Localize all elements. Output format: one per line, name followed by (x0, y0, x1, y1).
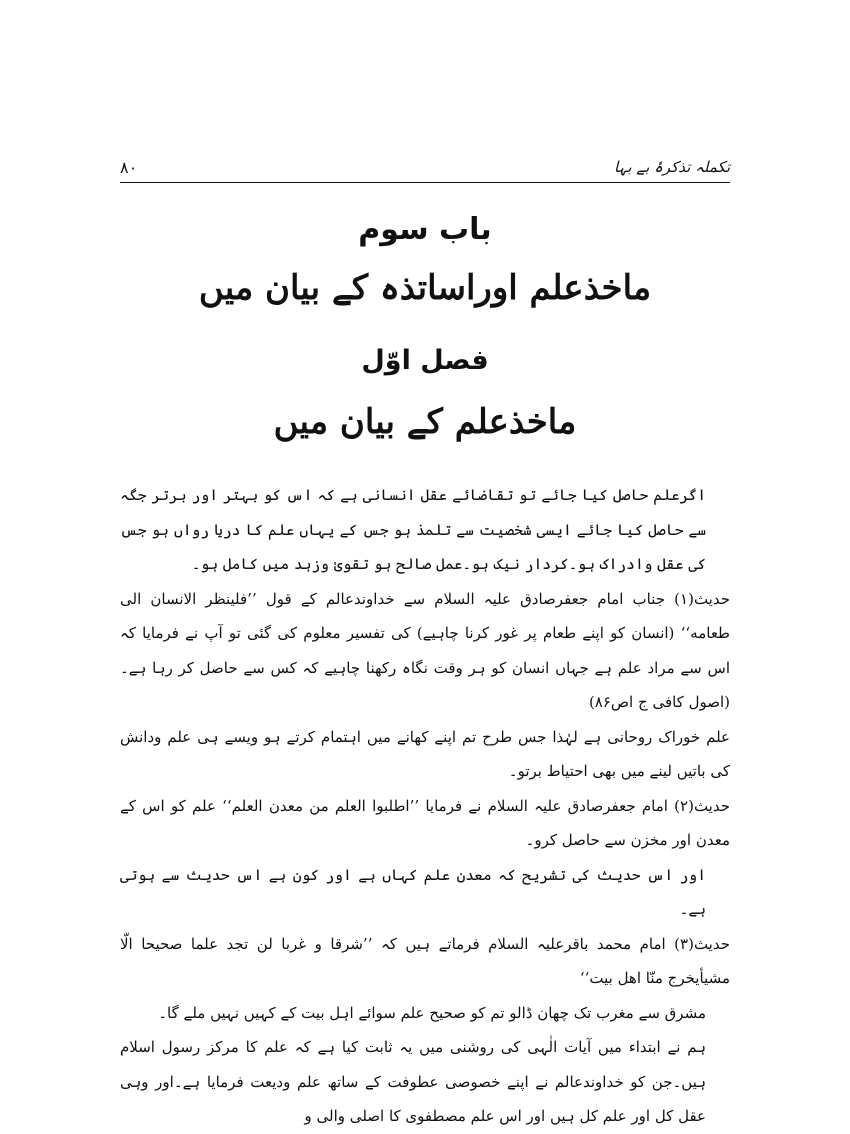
header-rule (120, 182, 730, 183)
chapter-heading: باب سوم (358, 212, 492, 247)
paragraph-hadith-2: حدیث(۲) امام جعفرصادق علیہ السلام نے فرمایا ’’اطلبوا العلم من معدن العلم‘‘ علم کو اس کے معدن اور مخزن سے حاصل کرو۔ (120, 796, 730, 849)
page-header (120, 158, 730, 184)
paragraph-commentary-2: اور اس حدیث کی تشریح کہ معدن علم کہاں ہے اور کون ہے اس حدیث سے ہوتی ہے۔ (120, 865, 706, 918)
paragraph-hadith-3: حدیث(۳) امام محمد باقرعلیہ السلام فرماتے ہیں کہ ’’شرقا و غربا لن تجد علما صحیحا الّا مشیأیخرج منّا اهل بیت‘‘ (120, 934, 730, 987)
section-subtitle: ماخذعلم کے بیان میں (273, 402, 577, 442)
chapter-headings (120, 205, 730, 455)
paragraph-commentary-1: علم خوراک روحانی ہے لہٰذا جس طرح تم اپنے کھانے میں اہتمام کرتے ہو ویسے ہی علم ودانش کی باتیں لینے میں بھی احتیاط برتو۔ (120, 727, 730, 780)
page-number: ۸۰ (120, 158, 138, 177)
section-heading: فصل اوّل (361, 345, 489, 376)
body-text (120, 478, 730, 1134)
paragraph-commentary-3: مشرق سے مغرب تک چھان ڈالو تم کو صحیح علم سوائے اہل بیت کے کہیں نہیں ملے گا۔ (158, 1003, 706, 1022)
paragraph-conclusion: ہم نے ابتداء میں آیات الٰہی کی روشنی میں یہ ثابت کیا ہے کہ علم کا مرکز رسول اسلام ہیں۔جن کو خداوندعالم نے اپنے خصوصی عطوفت کے ساتھ علم ودیعت فرمایا ہے۔اور وہی عقل کل اور علم کل ہیں اور اس علم مصطفوی کا اصلی والی و (120, 1038, 706, 1125)
chapter-subtitle: ماخذعلم اوراساتذہ کے بیان میں (198, 268, 652, 308)
paragraph-intro: اگرعلم حاصل کیا جائے تو تقاضائے عقل انسانی ہے کہ اس کو بہتر اور برتر جگہ سے حاصل کیا جائے ایسی شخصیت سے تلمذ ہو جس کے یہاں علم کا دریا رواں ہو جس کی عقل وادراک ہو۔کردار نیک ہو۔عمل صالح ہو تقویٰ وزہد میں کامل ہو۔ (120, 486, 706, 573)
paragraph-hadith-1: حدیث(۱) جناب امام جعفرصادق علیہ السلام سے خداوندعالم کے قول ’’فلینظر الانسان الی طعامه‘‘ (انسان کو اپنے طعام پر غور کرنا چاہیے) کی تفسیر معلوم کی گئی تو آپ نے فرمایا کہ اس سے مراد علم ہے جہاں انسان کو ہر وقت نگاہ رکھنا چاہیے کہ کس سے حاصل کر رہا ہے۔(اصول کافی ج اص۸۶) (120, 589, 730, 711)
running-title: تکملہ تذکرۂ بے بہا (614, 158, 730, 176)
